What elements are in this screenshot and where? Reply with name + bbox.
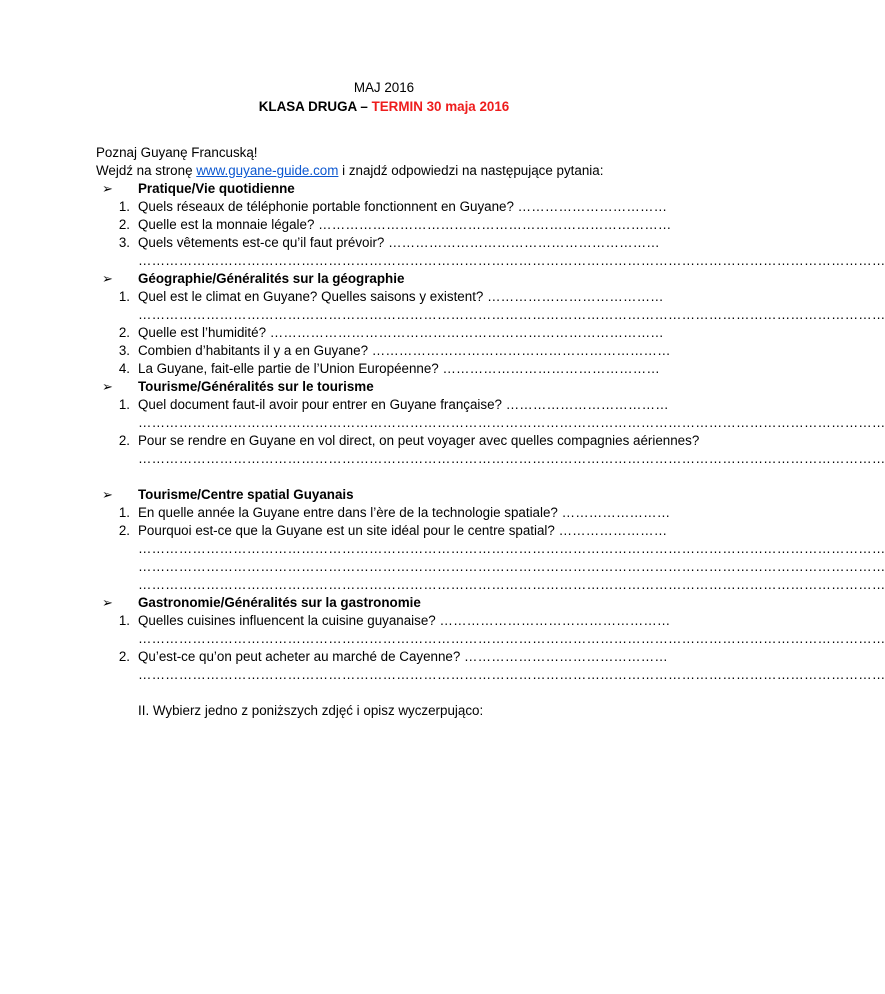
question-number: 2. (118, 325, 130, 340)
question-number: 1. (118, 289, 130, 304)
section-title: Géographie/Généralités sur la géographie (138, 271, 405, 286)
question-number: 1. (118, 199, 130, 214)
question-text: Qu’est-ce qu’on peut acheter au marché de Cayenne? ……………………………………… (138, 649, 668, 664)
answer-field[interactable]: …………………………… (517, 199, 668, 214)
class-heading (0, 98, 768, 116)
question-number: 1. (118, 505, 130, 520)
intro-line-1: Poznaj Guyanę Francuską! (96, 145, 258, 160)
question-number: 3. (118, 235, 130, 250)
question-text: Quels vêtements est-ce qu’il faut prévoir? …………………………………………………… (138, 235, 660, 250)
part-two-instruction: II. Wybierz jedno z poniższych zdjęć i opisz wyczerpująco: (138, 703, 484, 718)
guide-website-link[interactable]: www.guyane-guide.com (196, 163, 339, 178)
answer-line[interactable]: ………………………………………………………………………………………………………………………………………………… (138, 451, 885, 466)
section-title: Gastronomie/Généralités sur la gastronomie (138, 595, 421, 610)
bullet-arrow-icon: ➢ (102, 181, 113, 196)
answer-line[interactable]: ………………………………………………………………………………………………………………………………………………… (138, 253, 885, 268)
question-text: Quels réseaux de téléphonie portable fonctionnent en Guyane? …………………………… (138, 199, 668, 214)
answer-line[interactable]: ………………………………………………………………………………………………………………………………………………… (138, 577, 885, 592)
answer-field[interactable]: …………………………………………… (439, 613, 671, 628)
question-text: Quelle est l’humidité? …………………………………………………………………………… (138, 325, 664, 340)
question-number: 2. (118, 649, 130, 664)
answer-field[interactable]: ………………………………………………………… (371, 343, 671, 358)
document-date: MAJ 2016 (353, 80, 415, 95)
answer-line[interactable]: ………………………………………………………………………………………………………………………………………………… (138, 307, 885, 322)
answer-field[interactable]: ……………………………………… (464, 649, 668, 664)
answer-line[interactable]: ………………………………………………………………………………………………………………………………………………… (138, 631, 885, 646)
question-text: La Guyane, fait-elle partie de l’Union Européenne? ………………………………………… (138, 361, 660, 376)
question-text: Pourquoi est-ce que la Guyane est un site idéal pour le centre spatial? …………………… (138, 523, 668, 538)
question-number: 2. (118, 217, 130, 232)
answer-line[interactable]: ………………………………………………………………………………………………………………………………………………… (138, 667, 885, 682)
question-number: 2. (118, 523, 130, 538)
section-title: Tourisme/Généralités sur le tourisme (138, 379, 374, 394)
answer-field[interactable]: ………………………………… (487, 289, 664, 304)
question-text: Quel document faut-il avoir pour entrer en Guyane française? ……………………………… (138, 397, 669, 412)
answer-line[interactable]: ………………………………………………………………………………………………………………………………………………… (138, 541, 885, 556)
intro-line-2: Wejdź na stronę www.guyane-guide.com i znajdź odpowiedzi na następujące pytania: (96, 163, 604, 178)
question-text: Quel est le climat en Guyane? Quelles saisons y existent? ………………………………… (138, 289, 664, 304)
question-text: Combien d’habitants il y a en Guyane? ………………………………………………………… (138, 343, 671, 358)
bullet-arrow-icon: ➢ (102, 487, 113, 502)
section-title: Pratique/Vie quotidienne (138, 181, 295, 196)
section-title: Tourisme/Centre spatial Guyanais (138, 487, 354, 502)
answer-field[interactable]: …………………………………………………………………………… (269, 325, 664, 340)
answer-field[interactable]: ……………………………… (505, 397, 669, 412)
deadline-text: TERMIN 30 maja 2016 (371, 99, 510, 114)
question-number: 1. (118, 397, 130, 412)
bullet-arrow-icon: ➢ (102, 271, 113, 286)
bullet-arrow-icon: ➢ (102, 379, 113, 394)
answer-line[interactable]: ………………………………………………………………………………………………………………………………………………… (138, 415, 885, 430)
question-text: Pour se rendre en Guyane en vol direct, on peut voyager avec quelles compagnies aériennes? (138, 433, 700, 448)
question-number: 3. (118, 343, 130, 358)
class-label: KLASA DRUGA – (258, 99, 372, 114)
question-number: 2. (118, 433, 130, 448)
answer-field[interactable]: …………………… (561, 505, 671, 520)
answer-field[interactable]: …………………………………………………………………… (318, 217, 672, 232)
question-text: En quelle année la Guyane entre dans l’ère de la technologie spatiale? …………………… (138, 505, 671, 520)
answer-line[interactable]: ………………………………………………………………………………………………………………………………………………… (138, 559, 885, 574)
bullet-arrow-icon: ➢ (102, 595, 113, 610)
answer-field[interactable]: ………………………………………… (442, 361, 660, 376)
question-text: Quelles cuisines influencent la cuisine guyanaise? …………………………………………… (138, 613, 671, 628)
answer-field[interactable]: …………………………………………………… (388, 235, 660, 250)
question-number: 4. (118, 361, 130, 376)
answer-field[interactable]: …………………… (558, 523, 668, 538)
question-number: 1. (118, 613, 130, 628)
question-text: Quelle est la monnaie légale? …………………………………………………………………… (138, 217, 672, 232)
